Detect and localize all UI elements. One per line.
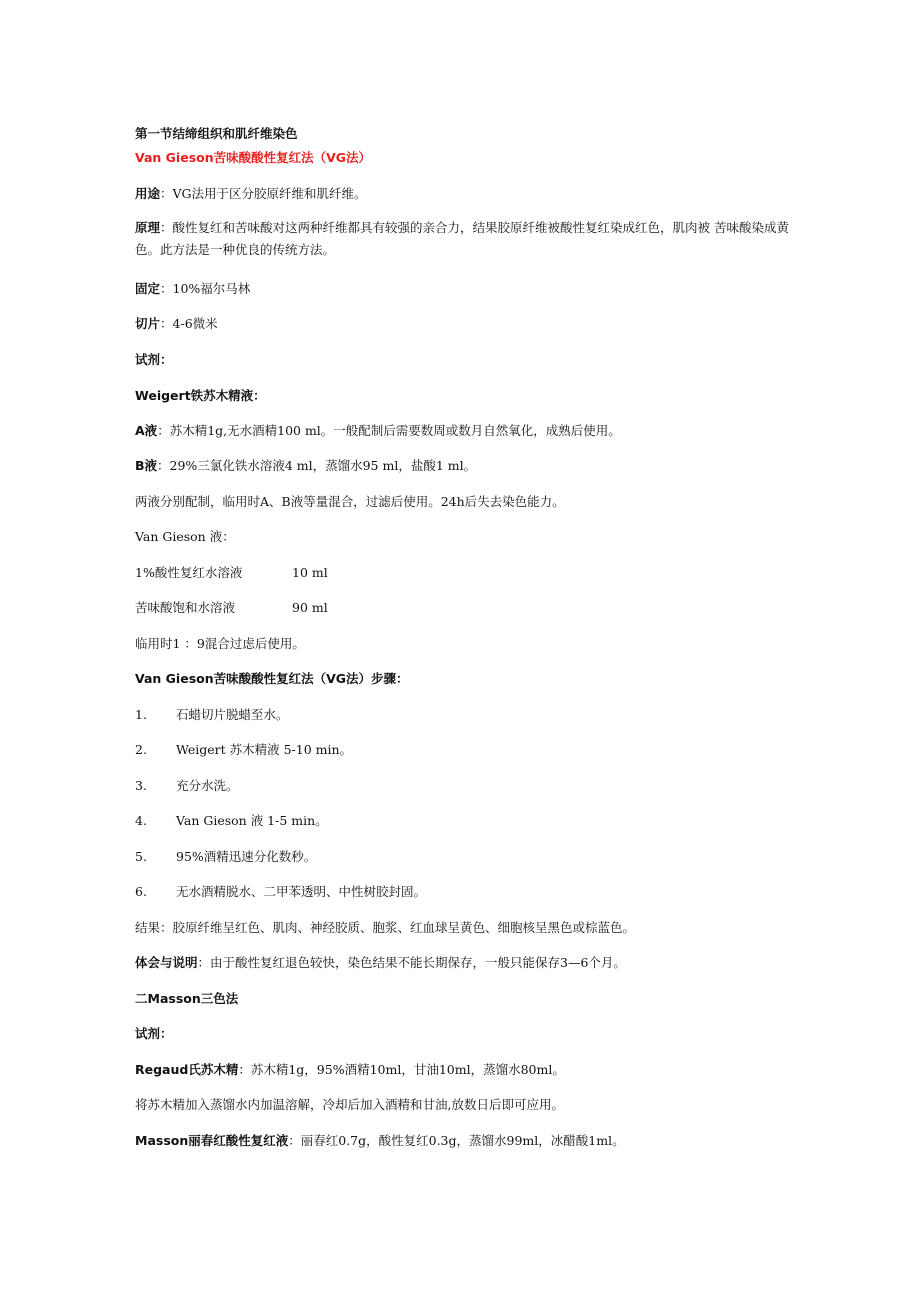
usage-label: 用途	[135, 186, 161, 201]
step-number: 3.	[135, 778, 147, 793]
regaud-paragraph	[135, 1062, 565, 1078]
step-item	[135, 849, 316, 865]
vg-note: 临用时1 ：9混合过虑后使用。	[135, 636, 305, 651]
solution-a-label: A液	[135, 423, 158, 438]
usage-text: ：VG法用于区分胶原纤维和肌纤维。	[160, 186, 367, 201]
notes-paragraph	[135, 955, 626, 971]
vg-row-amount: 90 ml	[292, 600, 328, 615]
step-text: 95%酒精迅速分化数秒。	[176, 849, 317, 864]
regaud-text: ：苏木精1g，95%酒精10ml，甘油10ml，蒸馏水80ml。	[238, 1062, 565, 1077]
step-text: 石蜡切片脱蜡至水。	[176, 707, 289, 722]
solution-b-paragraph	[135, 458, 476, 474]
step-number: 6.	[135, 884, 147, 899]
step-item	[135, 884, 426, 900]
usage-paragraph	[135, 186, 367, 202]
vg-row	[135, 600, 328, 616]
step-item	[135, 778, 239, 794]
step-item	[135, 742, 352, 758]
fixation-label: 固定	[135, 281, 161, 296]
masson-ponceau-label: Masson丽春红酸性复红液	[135, 1133, 289, 1148]
vg-row-name: 苦味酸饱和水溶液	[135, 600, 236, 615]
principle-text: ：酸性复红和苦味酸对这两种纤维都具有较强的亲合力，结果胶原纤维被酸性复红染成红色，肌肉被 苦味酸染成黄色。此方法是一种优良的传统方法。	[135, 220, 789, 257]
notes-label: 体会与说明	[135, 955, 198, 970]
step-number: 5.	[135, 849, 147, 864]
section-text: ：4-6微米	[160, 316, 218, 331]
regaud-note: 将苏木精加入蒸馏水内加温溶解，冷却后加入酒精和甘油,放数日后即可应用。	[135, 1097, 564, 1112]
masson-ponceau-text: ：丽春红0.7g，酸性复红0.3g，蒸馏水99ml，冰醋酸1ml。	[288, 1133, 625, 1148]
weigert-label: Weigert铁苏木精液：	[135, 388, 266, 403]
solution-a-text: ：苏木精1g,无水酒精100 ml。一般配制后需要数周或数月自然氧化，成熟后使用。	[157, 423, 621, 438]
mix-note: 两液分别配制，临用时A、B液等量混合，过滤后使用。24h后失去染色能力。	[135, 494, 565, 509]
section-heading: 第一节结缔组织和肌纤维染色	[135, 126, 298, 141]
notes-text: ：由于酸性复红退色较快，染色结果不能长期保存，一般只能保存3—6个月。	[197, 955, 626, 970]
principle-paragraph	[135, 217, 790, 261]
step-number: 2.	[135, 742, 147, 757]
steps-label: Van Gieson苦味酸酸性复红法（VG法）步骤：	[135, 671, 409, 686]
vg-row-name: 1%酸性复红水溶液	[135, 565, 243, 580]
fixation-paragraph	[135, 281, 250, 297]
masson-reagents-label: 试剂：	[135, 1026, 173, 1041]
vg-row-amount: 10 ml	[292, 565, 328, 580]
step-text: Weigert 苏木精液 5-10 min。	[176, 742, 353, 757]
step-number: 4.	[135, 813, 147, 828]
solution-b-text: ：29%三氯化铁水溶液4 ml，蒸馏水95 ml，盐酸1 ml。	[157, 458, 477, 473]
method-subheading: Van Gieson苦味酸酸性复红法（VG法）	[135, 150, 372, 165]
step-item	[135, 813, 328, 829]
result-paragraph: 结果：胶原纤维呈红色、肌肉、神经胶质、胞浆、红血球呈黄色、细胞核呈黑色或棕蓝色。	[135, 920, 636, 935]
principle-label: 原理	[135, 220, 161, 235]
step-text: Van Gieson 液 1-5 min。	[176, 813, 328, 828]
step-number: 1.	[135, 707, 147, 722]
reagents-label: 试剂：	[135, 352, 173, 367]
solution-b-label: B液	[135, 458, 158, 473]
masson-ponceau-paragraph	[135, 1133, 625, 1149]
vg-solution-label: Van Gieson 液：	[135, 529, 235, 544]
section-paragraph	[135, 316, 218, 332]
masson-heading: 二Masson三色法	[135, 991, 239, 1006]
step-item	[135, 707, 289, 723]
section-label: 切片	[135, 316, 161, 331]
vg-row	[135, 565, 328, 581]
step-text: 充分水洗。	[176, 778, 239, 793]
solution-a-paragraph	[135, 423, 621, 439]
fixation-text: ：10%福尔马林	[160, 281, 251, 296]
regaud-label: Regaud氏苏木精	[135, 1062, 239, 1077]
step-text: 无水酒精脱水、二甲苯透明、中性树胶封固。	[176, 884, 427, 899]
